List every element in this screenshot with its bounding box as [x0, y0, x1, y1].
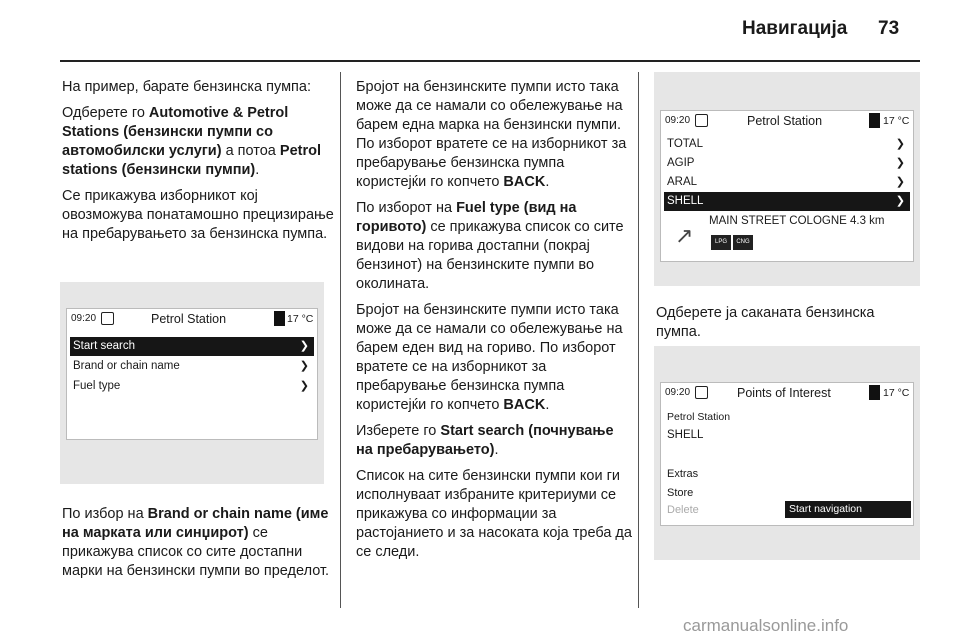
temperature: 17 °C — [883, 115, 910, 127]
screen-title: Petrol Station — [151, 312, 227, 326]
column-2 — [356, 78, 632, 569]
cng-badge: CNG — [733, 235, 753, 250]
watermark: carmanualsonline.info — [683, 616, 849, 635]
paragraph: По избор на Brand or chain name (име на марката или синџирот) се прикажува список со сите достапни марки на бензински пумпи во пределот. — [62, 506, 330, 579]
list-item-selected[interactable]: SHELL ❯ — [664, 192, 910, 211]
list-item[interactable]: TOTAL ❯ — [664, 135, 910, 154]
column-1-top — [62, 78, 334, 251]
paragraph: Се прикажува изборникот кој овозможува понатамошно прецизирање на пребарувањето за бензинска пумпа. — [62, 188, 334, 242]
temperature: 17 °C — [287, 313, 314, 325]
page-number: 73 — [878, 18, 900, 39]
chevron-right-icon: ❯ — [895, 157, 905, 169]
thermometer-icon — [869, 385, 880, 400]
chevron-right-icon: ❯ — [895, 138, 905, 150]
display-screen — [660, 382, 914, 526]
clock-time: 09:20 — [71, 313, 97, 324]
poi-name: SHELL — [667, 429, 704, 441]
menu-item-store[interactable]: Store — [667, 487, 694, 499]
chevron-right-icon: ❯ — [299, 380, 309, 392]
station-detail: MAIN STREET COLOGNE 4.3 km — [709, 215, 885, 227]
screen-title: Points of Interest — [737, 386, 831, 400]
display-screen — [660, 110, 914, 262]
screen-title: Petrol Station — [747, 114, 823, 128]
column-3 — [656, 304, 918, 349]
menu-item-start-search[interactable]: Start search ❯ — [70, 337, 314, 356]
paragraph: Список на сите бензински пумпи кои ги исполнуваат избраните критериуми се прикажува со информации за растојанието и за насоката која треба да се следи. — [356, 468, 632, 560]
display-screen — [66, 308, 318, 440]
clock-time: 09:20 — [665, 387, 691, 398]
page-header-title: Навигација — [742, 18, 848, 39]
column-divider-2 — [638, 72, 639, 608]
clock-icon — [101, 312, 114, 325]
status-bar — [661, 383, 913, 405]
paragraph: По изборот на Fuel type (вид на горивото) се прикажува список со сите видови на горива достапни (покрај бензинот) на бензинските пумпи во околината. — [356, 200, 624, 292]
list-item[interactable]: ARAL ❯ — [664, 173, 910, 192]
paragraph: Бројот на бензинските пумпи исто така може да се намали со обележување на барем една марка на бензински пумпи. По изборот вратете се на изборникот за пребарување бензинска пумпа користејќи го копчето BACK. — [356, 79, 627, 190]
paragraph: Изберете го Start search (почнување на пребарувањето). — [356, 423, 614, 458]
chevron-right-icon: ❯ — [895, 176, 905, 188]
list-item[interactable]: AGIP ❯ — [664, 154, 910, 173]
temperature: 17 °C — [883, 387, 910, 399]
paragraph: Бројот на бензинските пумпи исто така може да се намали со обележување на барем еден вид на гориво. По изборот вратете се на изборникот за пребарување бензинска пумпа користејќи го копчето BACK. — [356, 302, 623, 413]
thermometer-icon — [274, 311, 285, 326]
thermometer-icon — [869, 113, 880, 128]
status-bar — [67, 309, 317, 331]
menu-item-extras[interactable]: Extras — [667, 468, 699, 480]
poi-category: Petrol Station — [667, 411, 731, 423]
screenshot-points-of-interest — [654, 346, 920, 560]
column-1-bottom — [62, 505, 334, 588]
menu-item-fuel-type[interactable]: Fuel type ❯ — [70, 377, 314, 396]
start-navigation-button[interactable]: Start navigation — [785, 501, 911, 518]
header-rule — [60, 60, 920, 62]
clock-time: 09:20 — [665, 115, 691, 126]
clock-icon — [695, 386, 708, 399]
direction-arrow-icon: ↗ — [675, 223, 694, 248]
status-bar — [661, 111, 913, 133]
paragraph: Одберете го Automotive & Petrol Stations (бензински пумпи со автомобилски услуги) а потоа Petrol stations (бензински пумпи). — [62, 105, 321, 178]
lpg-badge: LPG — [711, 235, 731, 250]
clock-icon — [695, 114, 708, 127]
menu-item-delete[interactable]: Delete — [667, 504, 699, 516]
menu-item-brand[interactable]: Brand or chain name ❯ — [70, 357, 314, 376]
chevron-right-icon: ❯ — [895, 195, 905, 207]
chevron-right-icon: ❯ — [299, 360, 309, 372]
paragraph: На пример, барате бензинска пумпа: — [62, 79, 311, 95]
column-divider-1 — [340, 72, 341, 608]
chevron-right-icon: ❯ — [299, 340, 309, 352]
paragraph: Одберете ја саканата бензинска пумпа. — [656, 305, 875, 340]
screenshot-petrol-station-list — [654, 72, 920, 286]
screenshot-petrol-station-menu — [60, 282, 324, 484]
